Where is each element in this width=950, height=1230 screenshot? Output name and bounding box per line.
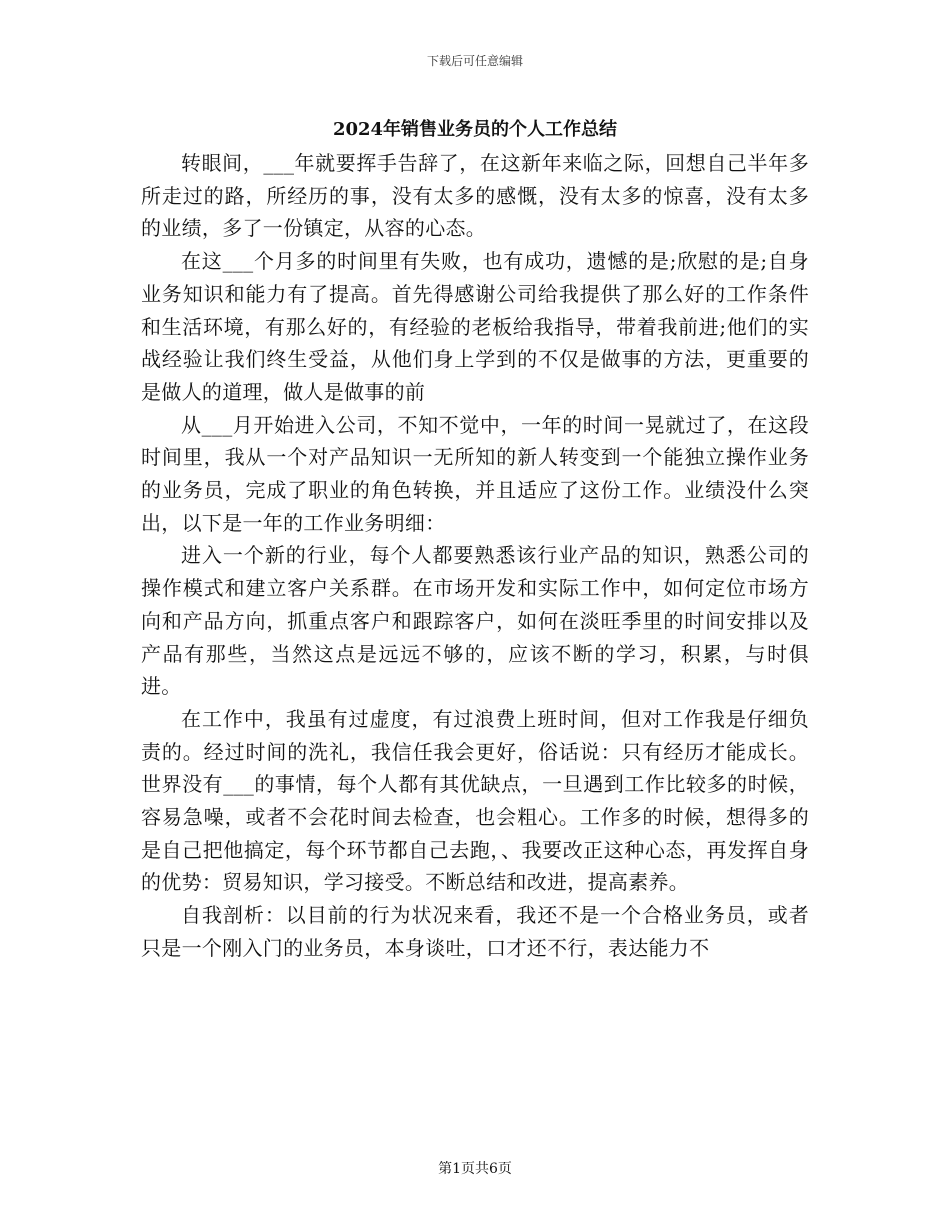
paragraph-2: 在这___个月多的时间里有失败，也有成功，遗憾的是;欣慰的是;自身业务知识和能力有了提高。首先得感谢公司给我提供了那么好的工作条件和生活环境，有那么好的，有经验的老板给我指导，带着我前进;他们的实战经验让我们终生受益，从他们身上学到的不仅是做事的方法，更重要的是做人的道理，做人是做事的前 (141, 249, 809, 404)
header-note: 下载后可任意编辑 (426, 54, 523, 68)
paragraph-4: 进入一个新的行业，每个人都要熟悉该行业产品的知识，熟悉公司的操作模式和建立客户关系群。在市场开发和实际工作中，如何定位市场方向和产品方向，抓重点客户和跟踪客户，如何在淡旺季里的时间安排以及产品有那些，当然这点是远远不够的，应该不断的学习，积累，与时俱进。 (141, 543, 809, 699)
page-number-footer: 第1页共6页 (438, 1161, 512, 1177)
paragraph-5: 在工作中，我虽有过虚度，有过浪费上班时间，但对工作我是仔细负责的。经过时间的洗礼，我信任我会更好，俗话说：只有经历才能成长。世界没有___的事情，每个人都有其优缺点，一旦遇到工作比较多的时候，容易急噪，或者不会花时间去检查，也会粗心。工作多的时候，想得多的是自己把他搞定，每个环节都自己去跑，、我要改正这种心态，再发挥自身的优势：贸易知识，学习接受。不断总结和改进，提高素养。 (141, 706, 809, 895)
paragraph-6: 自我剖析：以目前的行为状况来看，我还不是一个合格业务员，或者只是一个刚入门的业务员，本身谈吐，口才还不行，表达能力不 (141, 903, 809, 960)
paragraph-3: 从___月开始进入公司，不知不觉中，一年的时间一晃就过了，在这段时间里，我从一个对产品知识一无所知的新人转变到一个能独立操作业务的业务员，完成了职业的角色转换，并且适应了这份工作。业绩没什么突出，以下是一年的工作业务明细： (141, 412, 809, 535)
paragraph-1: 转眼间，___年就要挥手告辞了，在这新年来临之际，回想自己半年多所走过的路，所经历的事，没有太多的感慨，没有太多的惊喜，没有太多的业绩，多了一份镇定，从容的心态。 (141, 151, 809, 241)
document-body (141, 147, 809, 965)
document-title: 2024年销售业务员的个人工作总结 (332, 119, 618, 140)
